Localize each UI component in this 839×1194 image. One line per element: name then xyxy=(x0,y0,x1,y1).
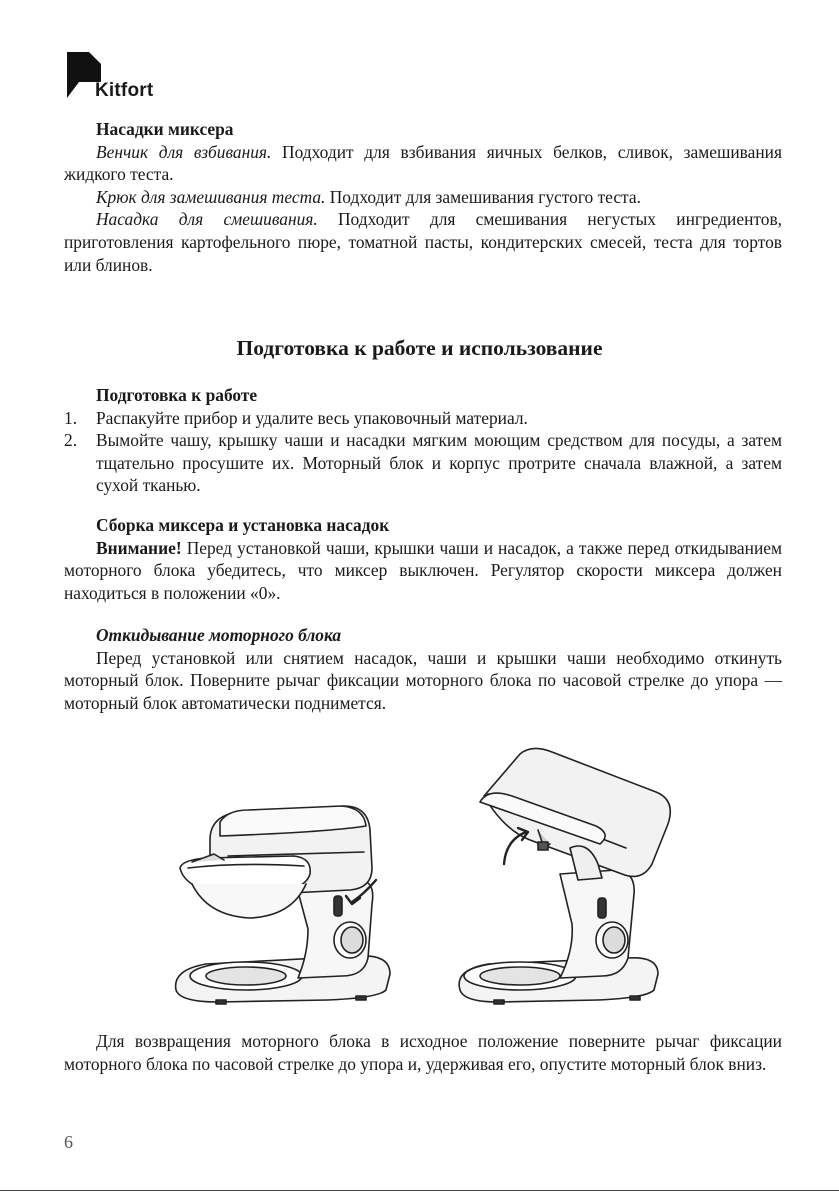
assembly-heading: Сборка миксера и установка насадок xyxy=(96,515,390,535)
warning-text: Перед установкой чаши, крышки чаши и насадок, а также перед откидыванием моторного блока убедитесь, что миксер выключен. Регулятор скорости миксера должен находиться в положении «0». xyxy=(64,537,782,603)
step-number: 1. xyxy=(64,407,78,428)
step-number: 2. xyxy=(64,430,78,451)
attachment-desc: Подходит для взбивания яичных белков, сливок, замешивания жидкого теста. xyxy=(64,141,782,185)
list-item xyxy=(64,429,782,497)
mixer-closed-drawing xyxy=(176,806,390,1004)
kitfort-logo xyxy=(67,52,177,104)
attachment-item xyxy=(64,208,782,276)
warning-paragraph xyxy=(64,537,782,605)
page-number: 6 xyxy=(64,1132,73,1152)
mixer-tilted-drawing xyxy=(459,748,670,1004)
attachments-heading: Насадки миксера xyxy=(96,119,234,139)
attachment-item xyxy=(64,141,782,186)
preparation-steps xyxy=(64,407,782,497)
return-paragraph: Для возвращения моторного блока в исходное положение поверните рычаг фиксации моторного блока по часовой стрелке до упора и, удерживая его, опустите моторный блок вниз. xyxy=(64,1031,782,1074)
page-bottom-rule xyxy=(0,1190,839,1191)
step-text: Вымойте чашу, крышку чаши и насадки мягким моющим средством для посуды, а затем тщательно просушите их. Моторный блок и корпус протрите сначала влажной, а затем сухой тканью. xyxy=(96,430,782,496)
tilt-section xyxy=(64,624,782,714)
preparation-heading: Подготовка к работе xyxy=(96,385,258,405)
warning-label: Внимание! xyxy=(96,537,182,558)
attachment-item xyxy=(64,186,782,209)
assembly-section xyxy=(64,514,782,604)
tilt-paragraph: Перед установкой или снятием насадок, чаши и крышки чаши необходимо откинуть моторный блок. Поверните рычаг фиксации моторного блока по часовой стрелке до упора — моторный блок автоматически поднимется. xyxy=(64,647,782,713)
attachments-section xyxy=(64,118,782,276)
step-text: Распакуйте прибор и удалите весь упаковочный материал. xyxy=(96,407,528,428)
brand-name: Kitfort xyxy=(95,80,154,101)
mixer-illustration xyxy=(128,744,748,1016)
page-title: Подготовка к работе и использование xyxy=(236,336,603,360)
list-item xyxy=(64,407,782,430)
attachment-term: Венчик для взбивания. xyxy=(96,141,272,162)
preparation-section xyxy=(64,384,782,497)
return-section xyxy=(64,1030,782,1075)
attachment-term: Насадка для смешивания. xyxy=(96,209,318,230)
attachment-desc: Подходит для замешивания густого теста. xyxy=(325,186,641,207)
attachment-desc: Подходит для смешивания негустых ингредиентов, приготовления картофельного пюре, томатной пасты, кондитерских смесей, теста для тортов или блинов. xyxy=(64,209,783,275)
attachment-term: Крюк для замешивания теста. xyxy=(96,186,326,207)
tilt-heading: Откидывание моторного блока xyxy=(96,625,342,645)
